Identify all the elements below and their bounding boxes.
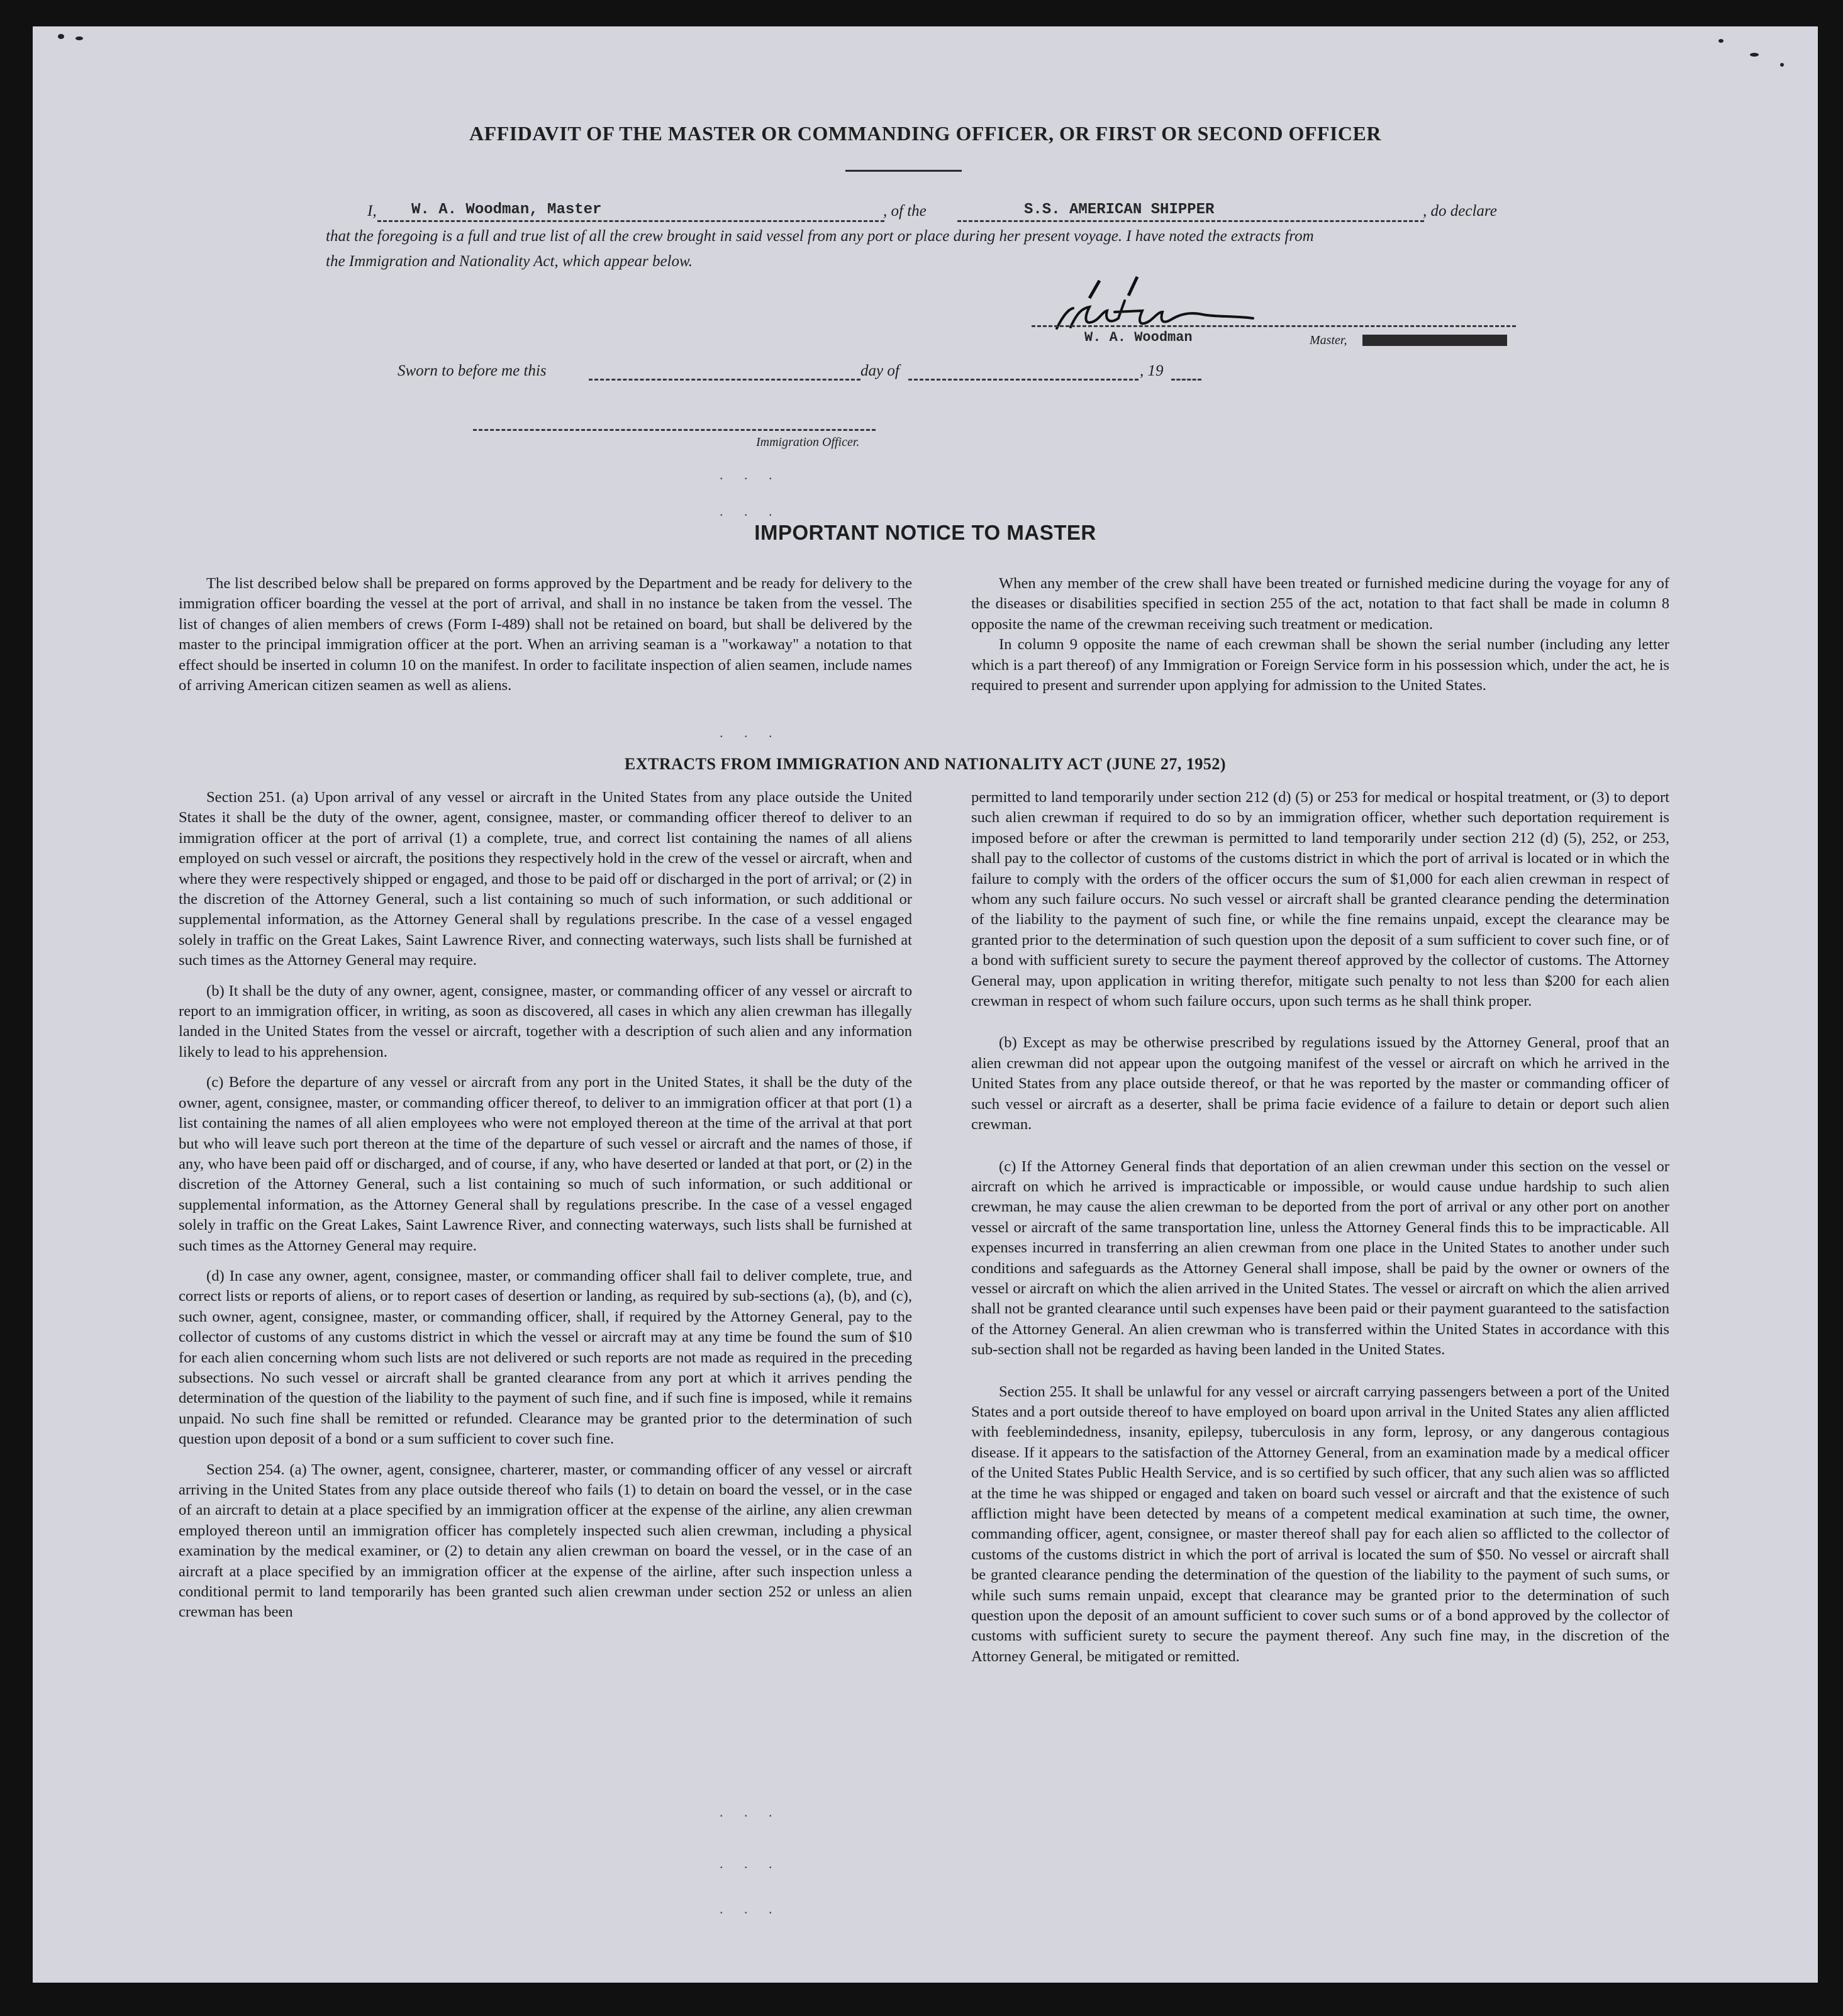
section-251-d: (d) In case any owner, agent, consignee, master, or commanding officer shall fail to deliver complete, true, and correct lists or reports of aliens, or to report cases of desertion or landing, as required by sub-sections (a), (b), and (c), such owner, agent, consignee, master, or commanding officer, shall, if required by the Attorney General, pay to the collector of customs of any customs district in which the vessel or aircraft may at any time be found the sum of $10 for each alien concerning whom such lists are not delivered or such reports are not made as required in the preceding subsections. No such vessel or aircraft shall be granted clearance from any port at which it arrives pending the determination of the question of the liability to the payment of such fine, and if such fine is imposed, while it remains unpaid. No such fine shall be remitted or refunded. Clearance may be granted prior to the determination of such question upon deposit of a bond or a sum sufficient to cover such fine. xyxy=(179,1267,912,1448)
of-the-label: , of the xyxy=(883,203,927,220)
extracts-right-column xyxy=(971,788,1669,1667)
document-page xyxy=(33,26,1818,1983)
section-251-b: (b) It shall be the duty of any owner, agent, consignee, master, or commanding officer of any vessel or aircraft to report to an immigration officer, in writing, as soon as discovered, all cases in which any alien crewman has illegally landed in the United States from the vessel or aircraft, together with a description of such alien and any information likely to lead to his apprehension. xyxy=(179,982,912,1061)
notice-title: IMPORTANT NOTICE TO MASTER xyxy=(754,521,1096,544)
section-254-b: (b) Except as may be otherwise prescribed by regulations issued by the Attorney General, proof that an alien crewman did not appear upon the outgoing manifest of the vessel or aircraft on which he arrived in the United States from any place outside thereof, or that he was reported by the master or commanding officer of such vessel or aircraft as a deserter, shall be prima facie evidence of a failure to detain or deport such alien crewman. xyxy=(971,1034,1669,1133)
section-254-a-continued: permitted to land temporarily under section 212 (d) (5) or 253 for medical or hospital treatment, or (3) to deport such alien crewman if required to do so by an immigration officer, whether such deportation requirement is imposed before or after the crewman is permitted to land temporarily under section 212 (d) (5), 252, or 253, shall pay to the collector of customs of the customs district in which the port of arrival is located or in which the failure to comply with the orders of the officer occurs the sum of $1,000 for each alien crewman in respect of whom any such failure occurs. No such vessel or aircraft shall be granted clearance pending the determination of the liability to the payment of such fine, or while the fine remains unpaid, except the clearance may be granted prior to the determination of such question upon the deposit of a sum sufficient to cover such fine, or of a bond with sufficient surety to secure the payment thereof approved by the collector of customs. The Attorney General may, upon application in writing therefor, mitigate such penalty to not less than $200 for each alien crewman in respect of whom such failure occurs, upon such terms as he shall think proper. xyxy=(971,789,1669,1010)
separator-dots: . . . xyxy=(720,1804,781,1820)
scan-speck xyxy=(1780,63,1784,67)
notice-right-paragraph-2: In column 9 opposite the name of each crewman shall be shown the serial number (including any letter which is a part thereof) of any Immigration or Foreign Service form in his possession which, under the act, he is required to present and surrender upon applying for admission to the United States. xyxy=(971,636,1669,694)
scan-speck xyxy=(75,36,83,40)
vessel-name-line xyxy=(957,220,1424,222)
title-underline xyxy=(845,170,962,172)
separator-dots: . . . xyxy=(720,725,781,740)
immigration-officer-label: Immigration Officer. xyxy=(756,435,860,449)
section-255: Section 255. It shall be unlawful for any vessel or aircraft carrying passengers between a port of the United States and a port outside thereof to have employed on board upon arrival in the United States any alien afflicted with feeblemindedness, insanity, epilepsy, tuberculosis in any form, leprosy, or any dangerous contagious disease. If it appears to the satisfaction of the Attorney General, from an examination made by a medical officer of the United States Public Health Service, and is so certified by such officer, that any such alien was so afflicted at the time he was shipped or engaged and taken on board such vessel or aircraft and that the existence of such affliction might have been detected by means of a competent medical examination at such time, the owner, commanding officer, agent, consignee, or master thereof shall pay for each alien so afflicted to the collector of customs of the customs district in which the port of arrival is located the sum of $50. No vessel or aircraft shall be granted clearance pending the determination of the question of the liability to the payment of such sums, or while such sums remain unpaid, except that clearance may be granted prior to the determination of such question upon the deposit of an amount sufficient to cover such sums or of a bond approved by the collector of customs with sufficient surety to secure the payment thereof. Any such fine may, in the discretion of the Attorney General, be mitigated or remitted. xyxy=(971,1383,1669,1665)
sworn-label: Sworn to before me this xyxy=(398,362,547,379)
separator-dots: . . . xyxy=(720,503,781,519)
notice-right-column xyxy=(971,574,1669,696)
scan-speck xyxy=(1718,39,1723,43)
separator-dots: . . . xyxy=(720,1901,781,1917)
separator-dots: . . . xyxy=(720,1856,781,1871)
struck-out-title xyxy=(1362,335,1507,346)
immigration-officer-line xyxy=(473,429,876,431)
affidavit-title: AFFIDAVIT OF THE MASTER OR COMMANDING OFFICER, OR FIRST OR SECOND OFFICER xyxy=(469,122,1381,145)
notice-left-column xyxy=(179,574,912,696)
master-title-label: Master, xyxy=(1310,333,1347,347)
signature-typed-name: W. A. Woodman xyxy=(1084,330,1193,345)
year-prefix-label: , 19 xyxy=(1140,362,1164,379)
declaration-line-3: the Immigration and Nationality Act, which appear below. xyxy=(326,253,693,270)
sworn-year-line xyxy=(1171,379,1201,381)
scan-speck xyxy=(1750,53,1759,57)
day-of-label: day of xyxy=(860,362,899,379)
section-254-c: (c) If the Attorney General finds that deportation of an alien crewman under this section on the vessel or aircraft on which he arrived is impracticable or impossible, or would cause undue hardship to such alien crewman, he may cause the alien crewman to be deported from the port of arrival or any other port on another vessel or aircraft of the same transportation line, unless the Attorney General finds this to be impracticable. All expenses incurred in transferring an alien crewman from one place in the United States to another under such conditions and safeguards as the Attorney General shall impose, shall be paid by the owner or owners of the vessel or aircraft on which the alien arrived in the United States. The vessel or aircraft on which the alien arrived shall not be granted clearance until such expenses have been paid or their payment guaranteed to the satisfaction of the Attorney General. An alien crewman who is transferred within the United States in accordance with this sub-section shall not be regarded as having been landed in the United States. xyxy=(971,1157,1669,1359)
affidavit-i-label: I, xyxy=(367,203,377,220)
extracts-title: EXTRACTS FROM IMMIGRATION AND NATIONALITY ACT (JUNE 27, 1952) xyxy=(624,755,1227,773)
extracts-left-column xyxy=(179,788,912,1623)
do-declare-label: , do declare xyxy=(1423,203,1497,220)
sworn-month-line xyxy=(908,379,1139,381)
section-251-a: Section 251. (a) Upon arrival of any vessel or aircraft in the United States from any place outside the United States it shall be the duty of the owner, agent, consignee, master, or commanding officer thereof to deliver to an immigration officer at the port of arrival (1) a complete, true, and correct list containing the names of all aliens employed on such vessel or aircraft, the positions they respectively hold in the crew of the vessel or aircraft, when and where they were respectively shipped or engaged, and those to be paid off or discharged in the port of arrival; or (2) in the discretion of the Attorney General, such a list containing so much of such information, or such additional or supplemental information, as the Attorney General shall by regulations prescribe. In the case of a vessel engaged solely in traffic on the Great Lakes, Saint Lawrence River, and connecting waterways, such lists shall be furnished at such times as the Attorney General may require. xyxy=(179,789,912,969)
vessel-name-field: S.S. AMERICAN SHIPPER xyxy=(1022,201,1217,218)
notice-left-paragraph: The list described below shall be prepared on forms approved by the Department and be ready for delivery to the immigration officer boarding the vessel at the port of arrival, and shall in no instance be taken from the vessel. The list of changes of alien members of crews (Form I-489) shall not be retained on board, but shall be delivered by the master to the principal immigration officer at the port. When an arriving seaman is a "workaway" a notation to that effect should be inserted in column 10 on the manifest. In order to facilitate inspection of alien seamen, include names of arriving American citizen seamen as well as aliens. xyxy=(179,575,912,694)
declaration-line-2: that the foregoing is a full and true list of all the crew brought in said vessel from any port or place during her present voyage. I have noted the extracts from xyxy=(326,228,1314,245)
section-251-c: (c) Before the departure of any vessel or aircraft from any port in the United States, it shall be the duty of the owner, agent, consignee, master, or commanding officer thereof, to deliver to an immigration officer at that port (1) a list containing the names of all alien employees who were not employed thereon at the time of the arrival at that port but who will leave such port thereon at the time of the departure of such vessel or aircraft and the names of those, if any, who have been paid off or discharged, and of course, if any, who have deserted or landed at that port, or (2) in the discretion of the Attorney General, such a list containing so much of such information, or such additional or supplemental information, as the Attorney General shall by regulations prescribe. In the case of a vessel engaged solely in traffic on the Great Lakes, Saint Lawrence River, and connecting waterways, such lists shall be furnished at such times as the Attorney General may require. xyxy=(179,1074,912,1254)
master-name-field: W. A. Woodman, Master xyxy=(409,201,604,218)
signature-line xyxy=(1032,325,1516,327)
sworn-day-line xyxy=(589,379,860,381)
section-254-a: Section 254. (a) The owner, agent, consignee, charterer, master, or commanding officer of any vessel or aircraft arriving in the United States from any place outside thereof who fails (1) to detain on board the vessel, or in the case of an aircraft to detain at a place specified by an immigration officer at the expense of the airline, any alien crewman employed thereon until an immigration officer has completely inspected such alien crewman, including a physical examination by the medical examiner, or (2) to detain any alien crewman on board the vessel, or in the case of an aircraft at a place specified by an immigration officer at the expense of the airline, after such inspection unless a conditional permit to land temporarily has been granted such alien crewman under section 252 or unless an alien crewman has been xyxy=(179,1461,912,1621)
notice-right-paragraph-1: When any member of the crew shall have been treated or furnished medicine during the voyage for any of the diseases or disabilities specified in section 255 of the act, notation to that fact shall be made in column 8 opposite the name of the crewman receiving such treatment or medication. xyxy=(971,575,1669,633)
separator-dots: . . . xyxy=(720,467,781,482)
scan-speck xyxy=(58,34,64,39)
master-name-line xyxy=(377,220,884,222)
